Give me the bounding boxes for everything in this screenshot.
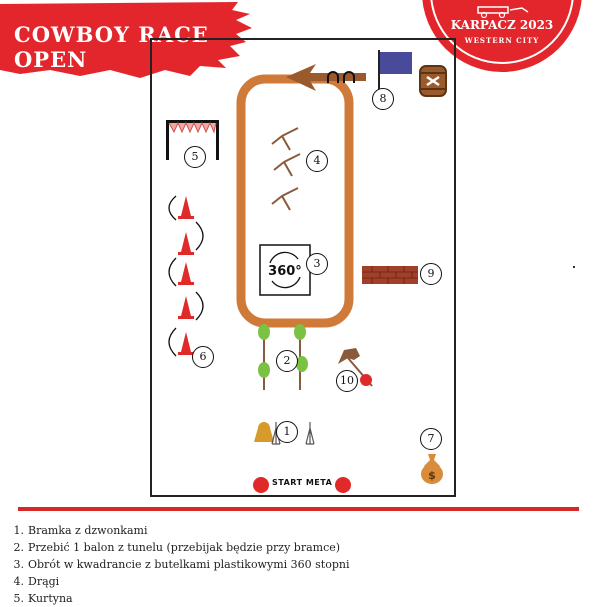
marker-9: 9: [420, 263, 442, 285]
legend-item: 1. Bramka z dzwonkami: [13, 524, 148, 537]
cone-icon: [156, 192, 216, 368]
marker-1: 1: [276, 421, 298, 443]
barrel-icon: [418, 64, 448, 98]
marker-2: 2: [276, 350, 298, 372]
start-right-marker: [334, 476, 352, 494]
legend-item: 5. Kurtyna: [13, 592, 73, 605]
start-left-marker: [252, 476, 270, 494]
poles-icon: [268, 124, 312, 214]
badge-subtitle: WESTERN CITY: [464, 36, 540, 45]
section-divider: [18, 507, 579, 511]
badge-title: KARPACZ 2023: [450, 18, 554, 32]
stray-dot: [573, 266, 575, 268]
marker-3: 3: [306, 253, 328, 275]
legend-item: 4. Drągi: [13, 575, 60, 588]
rotate-360-icon: [258, 243, 312, 297]
legend-item: 2. Przebić 1 balon z tunelu (przebijak będzie przy bramce): [13, 541, 341, 554]
wagon-icon: [470, 4, 534, 18]
legend-item: 3. Obrót w kwadrancie z butelkami plastikowymi 360 stopni: [13, 558, 350, 571]
marker-10: 10: [336, 370, 358, 392]
marker-4: 4: [306, 150, 328, 172]
obstacle-legend: [6, 522, 349, 607]
page-title: COWBOY RACE OPEN: [14, 22, 209, 72]
brick-wall-icon: [362, 266, 418, 284]
marker-5: 5: [184, 146, 206, 168]
horseshoe-icon: [324, 70, 364, 84]
start-finish-label: START META: [272, 478, 333, 487]
marker-7: 7: [420, 428, 442, 450]
marker-8: 8: [372, 88, 394, 110]
marker-6: 6: [192, 346, 214, 368]
money-bag-icon: [418, 450, 446, 486]
svg-text:360°: 360°: [268, 264, 302, 279]
svg-text:$: $: [428, 469, 436, 482]
